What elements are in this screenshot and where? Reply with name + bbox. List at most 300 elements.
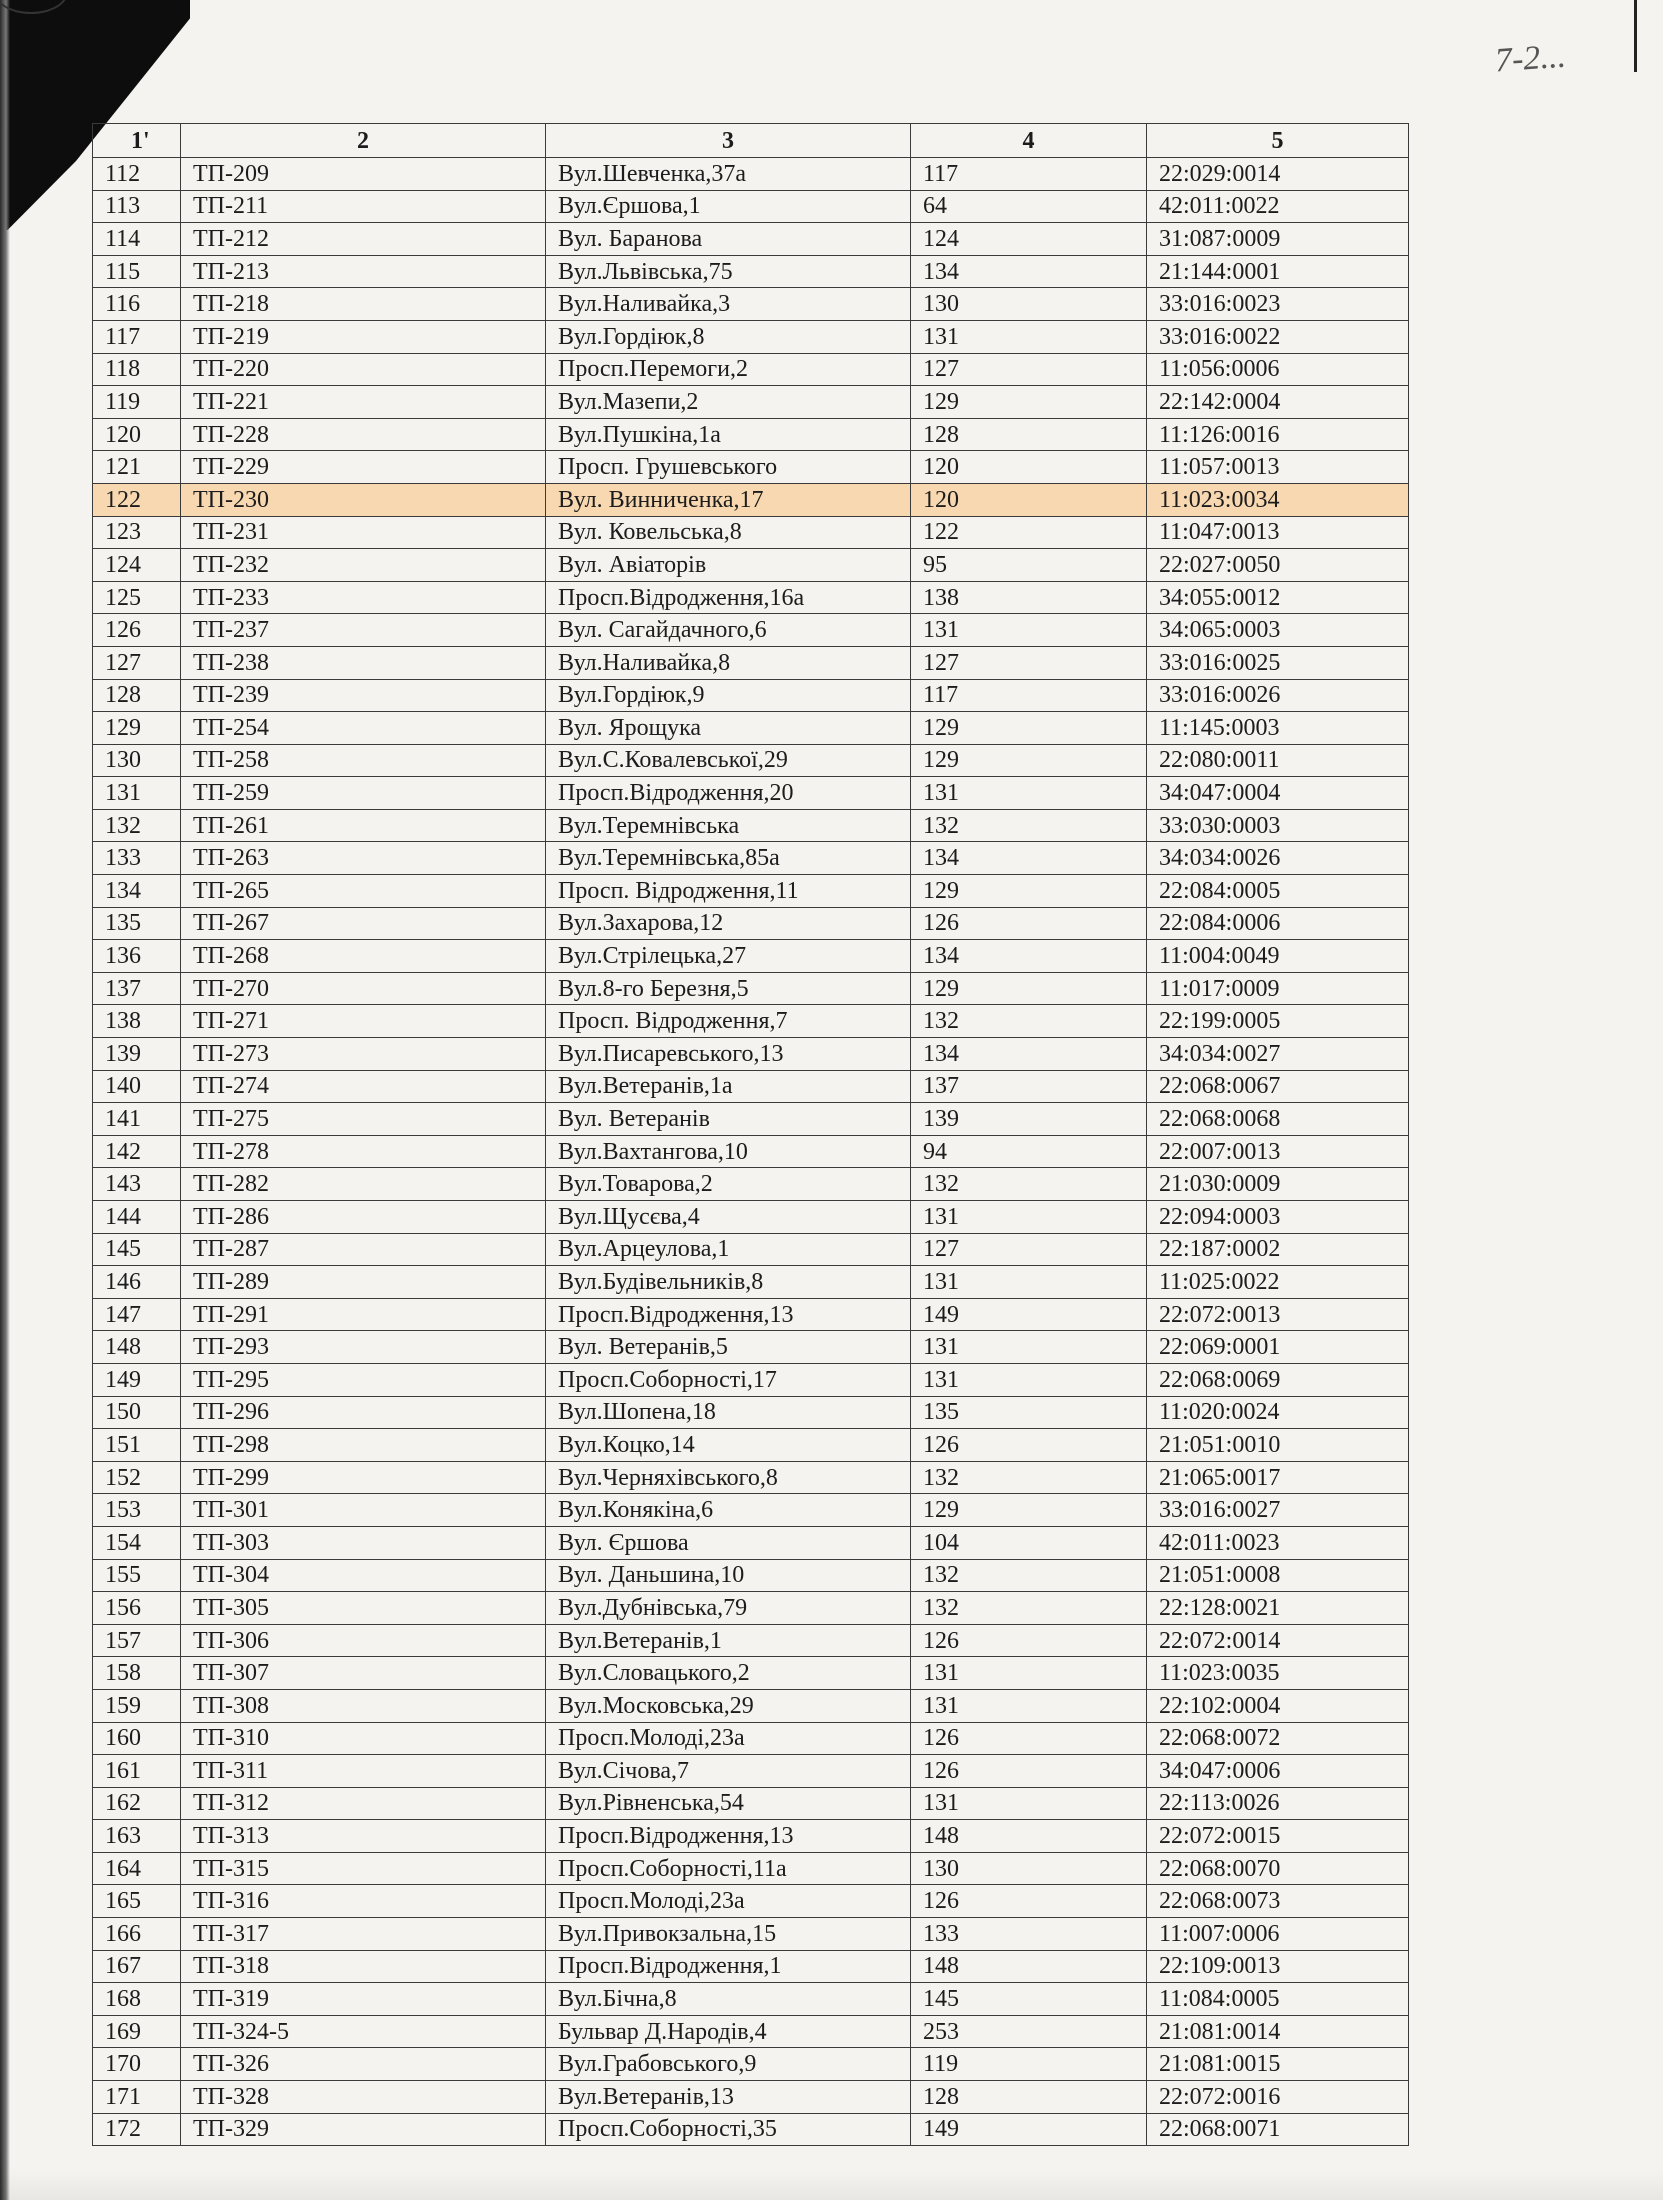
table-row <box>93 451 1409 484</box>
value-cell: 122 <box>911 516 1147 549</box>
address-cell: Вул.Рівненська,54 <box>546 1787 911 1820</box>
address-cell: Просп.Молоді,23а <box>546 1722 911 1755</box>
header-col-4: 4 <box>911 124 1147 158</box>
cadastral-number-cell: 33:016:0023 <box>1147 288 1409 321</box>
value-cell: 253 <box>911 2015 1147 2048</box>
cadastral-number-cell: 22:113:0026 <box>1147 1787 1409 1820</box>
address-cell: Вул.Наливайка,8 <box>546 646 911 679</box>
row-number-cell: 154 <box>93 1526 181 1559</box>
cadastral-number-cell: 22:007:0013 <box>1147 1135 1409 1168</box>
row-number-cell: 163 <box>93 1820 181 1853</box>
substation-id-cell: ТП-328 <box>181 2081 546 2114</box>
row-number-cell: 150 <box>93 1396 181 1429</box>
value-cell: 131 <box>911 1331 1147 1364</box>
address-cell: Вул.Вахтангова,10 <box>546 1135 911 1168</box>
row-number-cell: 126 <box>93 614 181 647</box>
row-number-cell: 157 <box>93 1624 181 1657</box>
cadastral-number-cell: 22:069:0001 <box>1147 1331 1409 1364</box>
cadastral-number-cell: 34:034:0027 <box>1147 1038 1409 1071</box>
value-cell: 129 <box>911 972 1147 1005</box>
substation-id-cell: ТП-267 <box>181 907 546 940</box>
cadastral-number-cell: 34:065:0003 <box>1147 614 1409 647</box>
address-cell: Вул. Ковельська,8 <box>546 516 911 549</box>
table-row <box>93 1103 1409 1136</box>
row-number-cell: 167 <box>93 1950 181 1983</box>
value-cell: 128 <box>911 418 1147 451</box>
substation-id-cell: ТП-231 <box>181 516 546 549</box>
row-number-cell: 146 <box>93 1266 181 1299</box>
value-cell: 131 <box>911 1689 1147 1722</box>
substation-id-cell: ТП-238 <box>181 646 546 679</box>
address-cell: Вул.Привокзальна,15 <box>546 1918 911 1951</box>
row-number-cell: 171 <box>93 2081 181 2114</box>
substation-id-cell: ТП-306 <box>181 1624 546 1657</box>
address-cell: Вул.Львівська,75 <box>546 255 911 288</box>
address-cell: Вул.Пушкіна,1а <box>546 418 911 451</box>
table-row <box>93 1201 1409 1234</box>
address-cell: Просп.Молоді,23а <box>546 1885 911 1918</box>
address-cell: Вул.Гордіюк,9 <box>546 679 911 712</box>
table-row <box>93 972 1409 1005</box>
cadastral-number-cell: 11:145:0003 <box>1147 712 1409 745</box>
row-number-cell: 140 <box>93 1070 181 1103</box>
substation-id-cell: ТП-317 <box>181 1918 546 1951</box>
row-number-cell: 169 <box>93 2015 181 2048</box>
row-number-cell: 153 <box>93 1494 181 1527</box>
header-col-2: 2 <box>181 124 546 158</box>
address-cell: Вул.Стрілецька,27 <box>546 940 911 973</box>
value-cell: 130 <box>911 288 1147 321</box>
value-cell: 120 <box>911 451 1147 484</box>
address-cell: Вул. Авіаторів <box>546 549 911 582</box>
cadastral-number-cell: 22:084:0006 <box>1147 907 1409 940</box>
table-row <box>93 255 1409 288</box>
row-number-cell: 144 <box>93 1201 181 1234</box>
cadastral-number-cell: 22:109:0013 <box>1147 1950 1409 1983</box>
value-cell: 126 <box>911 1624 1147 1657</box>
table-row <box>93 646 1409 679</box>
table-row <box>93 1918 1409 1951</box>
value-cell: 132 <box>911 1168 1147 1201</box>
address-cell: Просп.Соборності,35 <box>546 2113 911 2146</box>
cadastral-number-cell: 11:057:0013 <box>1147 451 1409 484</box>
row-number-cell: 141 <box>93 1103 181 1136</box>
table-row <box>93 614 1409 647</box>
value-cell: 130 <box>911 1852 1147 1885</box>
table-row <box>93 1429 1409 1462</box>
table-row <box>93 1950 1409 1983</box>
substation-id-cell: ТП-329 <box>181 2113 546 2146</box>
cadastral-number-cell: 21:081:0015 <box>1147 2048 1409 2081</box>
cadastral-number-cell: 22:068:0067 <box>1147 1070 1409 1103</box>
address-cell: Вул.С.Ковалевської,29 <box>546 744 911 777</box>
row-number-cell: 149 <box>93 1363 181 1396</box>
address-cell: Просп.Перемоги,2 <box>546 353 911 386</box>
value-cell: 131 <box>911 320 1147 353</box>
table-row <box>93 1266 1409 1299</box>
address-cell: Вул. Баранова <box>546 223 911 256</box>
value-cell: 148 <box>911 1950 1147 1983</box>
table-row <box>93 1624 1409 1657</box>
substation-id-cell: ТП-220 <box>181 353 546 386</box>
value-cell: 131 <box>911 1787 1147 1820</box>
address-cell: Вул.Дубнівська,79 <box>546 1592 911 1625</box>
cadastral-number-cell: 34:047:0004 <box>1147 777 1409 810</box>
cadastral-number-cell: 22:094:0003 <box>1147 1201 1409 1234</box>
substation-id-cell: ТП-316 <box>181 1885 546 1918</box>
address-cell: Просп.Соборності,11а <box>546 1852 911 1885</box>
table-row <box>93 842 1409 875</box>
value-cell: 134 <box>911 255 1147 288</box>
address-cell: Вул.8-го Березня,5 <box>546 972 911 1005</box>
table-row <box>93 288 1409 321</box>
value-cell: 95 <box>911 549 1147 582</box>
row-number-cell: 137 <box>93 972 181 1005</box>
substation-id-cell: ТП-228 <box>181 418 546 451</box>
cadastral-number-cell: 34:055:0012 <box>1147 581 1409 614</box>
address-cell: Вул.Єршова,1 <box>546 190 911 223</box>
cadastral-number-cell: 22:068:0073 <box>1147 1885 1409 1918</box>
scan-bottom-shadow <box>0 2170 1663 2200</box>
table-row <box>93 2113 1409 2146</box>
table-row <box>93 549 1409 582</box>
value-cell: 133 <box>911 1918 1147 1951</box>
value-cell: 126 <box>911 1885 1147 1918</box>
row-number-cell: 172 <box>93 2113 181 2146</box>
row-number-cell: 112 <box>93 158 181 191</box>
cadastral-number-cell: 11:023:0034 <box>1147 483 1409 516</box>
address-cell: Вул.Шопена,18 <box>546 1396 911 1429</box>
cadastral-number-cell: 22:072:0014 <box>1147 1624 1409 1657</box>
row-number-cell: 117 <box>93 320 181 353</box>
cadastral-number-cell: 21:081:0014 <box>1147 2015 1409 2048</box>
value-cell: 131 <box>911 777 1147 810</box>
value-cell: 131 <box>911 614 1147 647</box>
table-row <box>93 712 1409 745</box>
table-row <box>93 1722 1409 1755</box>
substation-id-cell: ТП-304 <box>181 1559 546 1592</box>
row-number-cell: 148 <box>93 1331 181 1364</box>
cadastral-number-cell: 22:072:0016 <box>1147 2081 1409 2114</box>
value-cell: 134 <box>911 842 1147 875</box>
substation-id-cell: ТП-310 <box>181 1722 546 1755</box>
row-number-cell: 124 <box>93 549 181 582</box>
row-number-cell: 134 <box>93 875 181 908</box>
row-number-cell: 132 <box>93 809 181 842</box>
substation-id-cell: ТП-295 <box>181 1363 546 1396</box>
substation-id-cell: ТП-219 <box>181 320 546 353</box>
row-number-cell: 123 <box>93 516 181 549</box>
table-header-row <box>93 124 1409 158</box>
substation-id-cell: ТП-278 <box>181 1135 546 1168</box>
address-cell: Вул.Ветеранів,13 <box>546 2081 911 2114</box>
address-cell: Вул. Ярощука <box>546 712 911 745</box>
value-cell: 127 <box>911 1233 1147 1266</box>
address-cell: Вул.Ветеранів,1а <box>546 1070 911 1103</box>
row-number-cell: 152 <box>93 1461 181 1494</box>
table-row <box>93 2015 1409 2048</box>
value-cell: 134 <box>911 1038 1147 1071</box>
cadastral-number-cell: 42:011:0022 <box>1147 190 1409 223</box>
cadastral-number-cell: 22:102:0004 <box>1147 1689 1409 1722</box>
address-cell: Вул.Бічна,8 <box>546 1983 911 2016</box>
table-row <box>93 386 1409 419</box>
row-number-cell: 165 <box>93 1885 181 1918</box>
row-number-cell: 127 <box>93 646 181 679</box>
cadastral-number-cell: 11:126:0016 <box>1147 418 1409 451</box>
value-cell: 117 <box>911 158 1147 191</box>
row-number-cell: 145 <box>93 1233 181 1266</box>
table-row <box>93 1787 1409 1820</box>
table-row <box>93 1526 1409 1559</box>
table-row <box>93 1559 1409 1592</box>
value-cell: 126 <box>911 1755 1147 1788</box>
table-row <box>93 1657 1409 1690</box>
cadastral-number-cell: 11:056:0006 <box>1147 353 1409 386</box>
table-row <box>93 223 1409 256</box>
value-cell: 129 <box>911 875 1147 908</box>
address-cell: Просп.Відродження,13 <box>546 1820 911 1853</box>
value-cell: 138 <box>911 581 1147 614</box>
address-cell: Просп. Грушевського <box>546 451 911 484</box>
row-number-cell: 131 <box>93 777 181 810</box>
value-cell: 129 <box>911 712 1147 745</box>
cadastral-number-cell: 22:029:0014 <box>1147 158 1409 191</box>
value-cell: 134 <box>911 940 1147 973</box>
row-number-cell: 122 <box>93 483 181 516</box>
address-cell: Просп. Відродження,11 <box>546 875 911 908</box>
row-number-cell: 113 <box>93 190 181 223</box>
cadastral-number-cell: 33:016:0026 <box>1147 679 1409 712</box>
cadastral-number-cell: 11:047:0013 <box>1147 516 1409 549</box>
row-number-cell: 116 <box>93 288 181 321</box>
table-row <box>93 907 1409 940</box>
row-number-cell: 128 <box>93 679 181 712</box>
value-cell: 126 <box>911 907 1147 940</box>
substation-id-cell: ТП-229 <box>181 451 546 484</box>
table-row <box>93 1396 1409 1429</box>
cadastral-number-cell: 22:084:0005 <box>1147 875 1409 908</box>
substation-id-cell: ТП-287 <box>181 1233 546 1266</box>
cadastral-number-cell: 22:068:0070 <box>1147 1852 1409 1885</box>
table-row <box>93 516 1409 549</box>
substation-id-cell: ТП-324-5 <box>181 2015 546 2048</box>
row-number-cell: 121 <box>93 451 181 484</box>
value-cell: 149 <box>911 2113 1147 2146</box>
cadastral-number-cell: 21:051:0008 <box>1147 1559 1409 1592</box>
table-row <box>93 1852 1409 1885</box>
substation-id-cell: ТП-273 <box>181 1038 546 1071</box>
table-row <box>93 1168 1409 1201</box>
row-number-cell: 161 <box>93 1755 181 1788</box>
cadastral-number-cell: 22:068:0072 <box>1147 1722 1409 1755</box>
row-number-cell: 115 <box>93 255 181 288</box>
table-row <box>93 940 1409 973</box>
cadastral-number-cell: 33:016:0025 <box>1147 646 1409 679</box>
cadastral-number-cell: 21:144:0001 <box>1147 255 1409 288</box>
cadastral-number-cell: 34:034:0026 <box>1147 842 1409 875</box>
value-cell: 149 <box>911 1298 1147 1331</box>
scan-right-edge <box>1634 0 1637 72</box>
table-row <box>93 1070 1409 1103</box>
substation-id-cell: ТП-299 <box>181 1461 546 1494</box>
row-number-cell: 158 <box>93 1657 181 1690</box>
row-number-cell: 170 <box>93 2048 181 2081</box>
substation-id-cell: ТП-305 <box>181 1592 546 1625</box>
cadastral-number-cell: 22:199:0005 <box>1147 1005 1409 1038</box>
row-number-cell: 160 <box>93 1722 181 1755</box>
address-cell: Вул.Словацького,2 <box>546 1657 911 1690</box>
address-cell: Вул.Мазепи,2 <box>546 386 911 419</box>
cadastral-number-cell: 21:030:0009 <box>1147 1168 1409 1201</box>
value-cell: 132 <box>911 809 1147 842</box>
value-cell: 129 <box>911 744 1147 777</box>
cadastral-number-cell: 33:016:0027 <box>1147 1494 1409 1527</box>
address-cell: Просп.Відродження,20 <box>546 777 911 810</box>
table-row <box>93 679 1409 712</box>
address-cell: Вул.Московська,29 <box>546 1689 911 1722</box>
value-cell: 104 <box>911 1526 1147 1559</box>
substation-id-cell: ТП-311 <box>181 1755 546 1788</box>
cadastral-number-cell: 11:004:0049 <box>1147 940 1409 973</box>
substation-id-cell: ТП-271 <box>181 1005 546 1038</box>
value-cell: 117 <box>911 679 1147 712</box>
table-row <box>93 1885 1409 1918</box>
substation-id-cell: ТП-301 <box>181 1494 546 1527</box>
address-cell: Просп. Відродження,7 <box>546 1005 911 1038</box>
substation-id-cell: ТП-274 <box>181 1070 546 1103</box>
table-row <box>93 1233 1409 1266</box>
cadastral-number-cell: 42:011:0023 <box>1147 1526 1409 1559</box>
row-number-cell: 129 <box>93 712 181 745</box>
row-number-cell: 139 <box>93 1038 181 1071</box>
table-row <box>93 190 1409 223</box>
scan-fold-edge <box>0 0 10 2200</box>
table-row <box>93 1135 1409 1168</box>
value-cell: 94 <box>911 1135 1147 1168</box>
address-cell: Вул.Щусєва,4 <box>546 1201 911 1234</box>
cadastral-number-cell: 11:023:0035 <box>1147 1657 1409 1690</box>
substation-id-cell: ТП-209 <box>181 158 546 191</box>
substation-id-cell: ТП-312 <box>181 1787 546 1820</box>
value-cell: 119 <box>911 2048 1147 2081</box>
row-number-cell: 130 <box>93 744 181 777</box>
cadastral-number-cell: 22:068:0071 <box>1147 2113 1409 2146</box>
value-cell: 131 <box>911 1266 1147 1299</box>
row-number-cell: 156 <box>93 1592 181 1625</box>
table-row <box>93 1820 1409 1853</box>
table-row <box>93 1298 1409 1331</box>
table-body <box>93 158 1409 2146</box>
cadastral-number-cell: 22:080:0011 <box>1147 744 1409 777</box>
row-number-cell: 168 <box>93 1983 181 2016</box>
address-cell: Вул.Товарова,2 <box>546 1168 911 1201</box>
table-row <box>93 581 1409 614</box>
address-cell: Вул. Єршова <box>546 1526 911 1559</box>
address-cell: Вул. Даньшина,10 <box>546 1559 911 1592</box>
value-cell: 127 <box>911 353 1147 386</box>
cadastral-number-cell: 31:087:0009 <box>1147 223 1409 256</box>
substation-id-cell: ТП-298 <box>181 1429 546 1462</box>
table-row <box>93 1331 1409 1364</box>
address-cell: Вул.Писаревського,13 <box>546 1038 911 1071</box>
substation-id-cell: ТП-286 <box>181 1201 546 1234</box>
row-number-cell: 166 <box>93 1918 181 1951</box>
address-cell: Просп.Відродження,1 <box>546 1950 911 1983</box>
table-row <box>93 158 1409 191</box>
row-number-cell: 151 <box>93 1429 181 1462</box>
substation-id-cell: ТП-315 <box>181 1852 546 1885</box>
table-row <box>93 1005 1409 1038</box>
value-cell: 131 <box>911 1363 1147 1396</box>
table-row <box>93 1755 1409 1788</box>
cadastral-number-cell: 21:065:0017 <box>1147 1461 1409 1494</box>
cadastral-number-cell: 22:027:0050 <box>1147 549 1409 582</box>
header-col-1: 1' <box>93 124 181 158</box>
row-number-cell: 142 <box>93 1135 181 1168</box>
row-number-cell: 135 <box>93 907 181 940</box>
address-cell: Вул.Гордіюк,8 <box>546 320 911 353</box>
table-row <box>93 1689 1409 1722</box>
value-cell: 132 <box>911 1461 1147 1494</box>
cadastral-number-cell: 33:030:0003 <box>1147 809 1409 842</box>
row-number-cell: 162 <box>93 1787 181 1820</box>
value-cell: 128 <box>911 2081 1147 2114</box>
table-row <box>93 353 1409 386</box>
table-row <box>93 1038 1409 1071</box>
table-row <box>93 418 1409 451</box>
row-number-cell: 120 <box>93 418 181 451</box>
address-cell: Просп.Відродження,13 <box>546 1298 911 1331</box>
substation-id-cell: ТП-211 <box>181 190 546 223</box>
value-cell: 126 <box>911 1429 1147 1462</box>
substation-id-cell: ТП-237 <box>181 614 546 647</box>
cadastral-number-cell: 11:007:0006 <box>1147 1918 1409 1951</box>
value-cell: 64 <box>911 190 1147 223</box>
address-cell: Вул.Коцко,14 <box>546 1429 911 1462</box>
address-cell: Вул.Теремнівська,85а <box>546 842 911 875</box>
row-number-cell: 133 <box>93 842 181 875</box>
substation-id-cell: ТП-293 <box>181 1331 546 1364</box>
value-cell: 137 <box>911 1070 1147 1103</box>
row-number-cell: 138 <box>93 1005 181 1038</box>
table-row <box>93 2081 1409 2114</box>
address-cell: Вул.Грабовського,9 <box>546 2048 911 2081</box>
header-col-5: 5 <box>1147 124 1409 158</box>
substation-id-cell: ТП-230 <box>181 483 546 516</box>
table-row-highlighted <box>93 483 1409 516</box>
substation-id-cell: ТП-326 <box>181 2048 546 2081</box>
address-cell: Вул.Наливайка,3 <box>546 288 911 321</box>
row-number-cell: 114 <box>93 223 181 256</box>
header-col-3: 3 <box>546 124 911 158</box>
address-cell: Вул.Черняхівського,8 <box>546 1461 911 1494</box>
address-cell: Вул. Ветеранів,5 <box>546 1331 911 1364</box>
value-cell: 131 <box>911 1657 1147 1690</box>
row-number-cell: 164 <box>93 1852 181 1885</box>
value-cell: 132 <box>911 1559 1147 1592</box>
address-cell: Вул.Арцеулова,1 <box>546 1233 911 1266</box>
address-cell: Вул.Будівельників,8 <box>546 1266 911 1299</box>
value-cell: 129 <box>911 386 1147 419</box>
row-number-cell: 147 <box>93 1298 181 1331</box>
substation-id-cell: ТП-313 <box>181 1820 546 1853</box>
substation-id-cell: ТП-319 <box>181 1983 546 2016</box>
cadastral-number-cell: 33:016:0022 <box>1147 320 1409 353</box>
cadastral-number-cell: 22:128:0021 <box>1147 1592 1409 1625</box>
address-cell: Вул.Теремнівська <box>546 809 911 842</box>
table-row <box>93 809 1409 842</box>
